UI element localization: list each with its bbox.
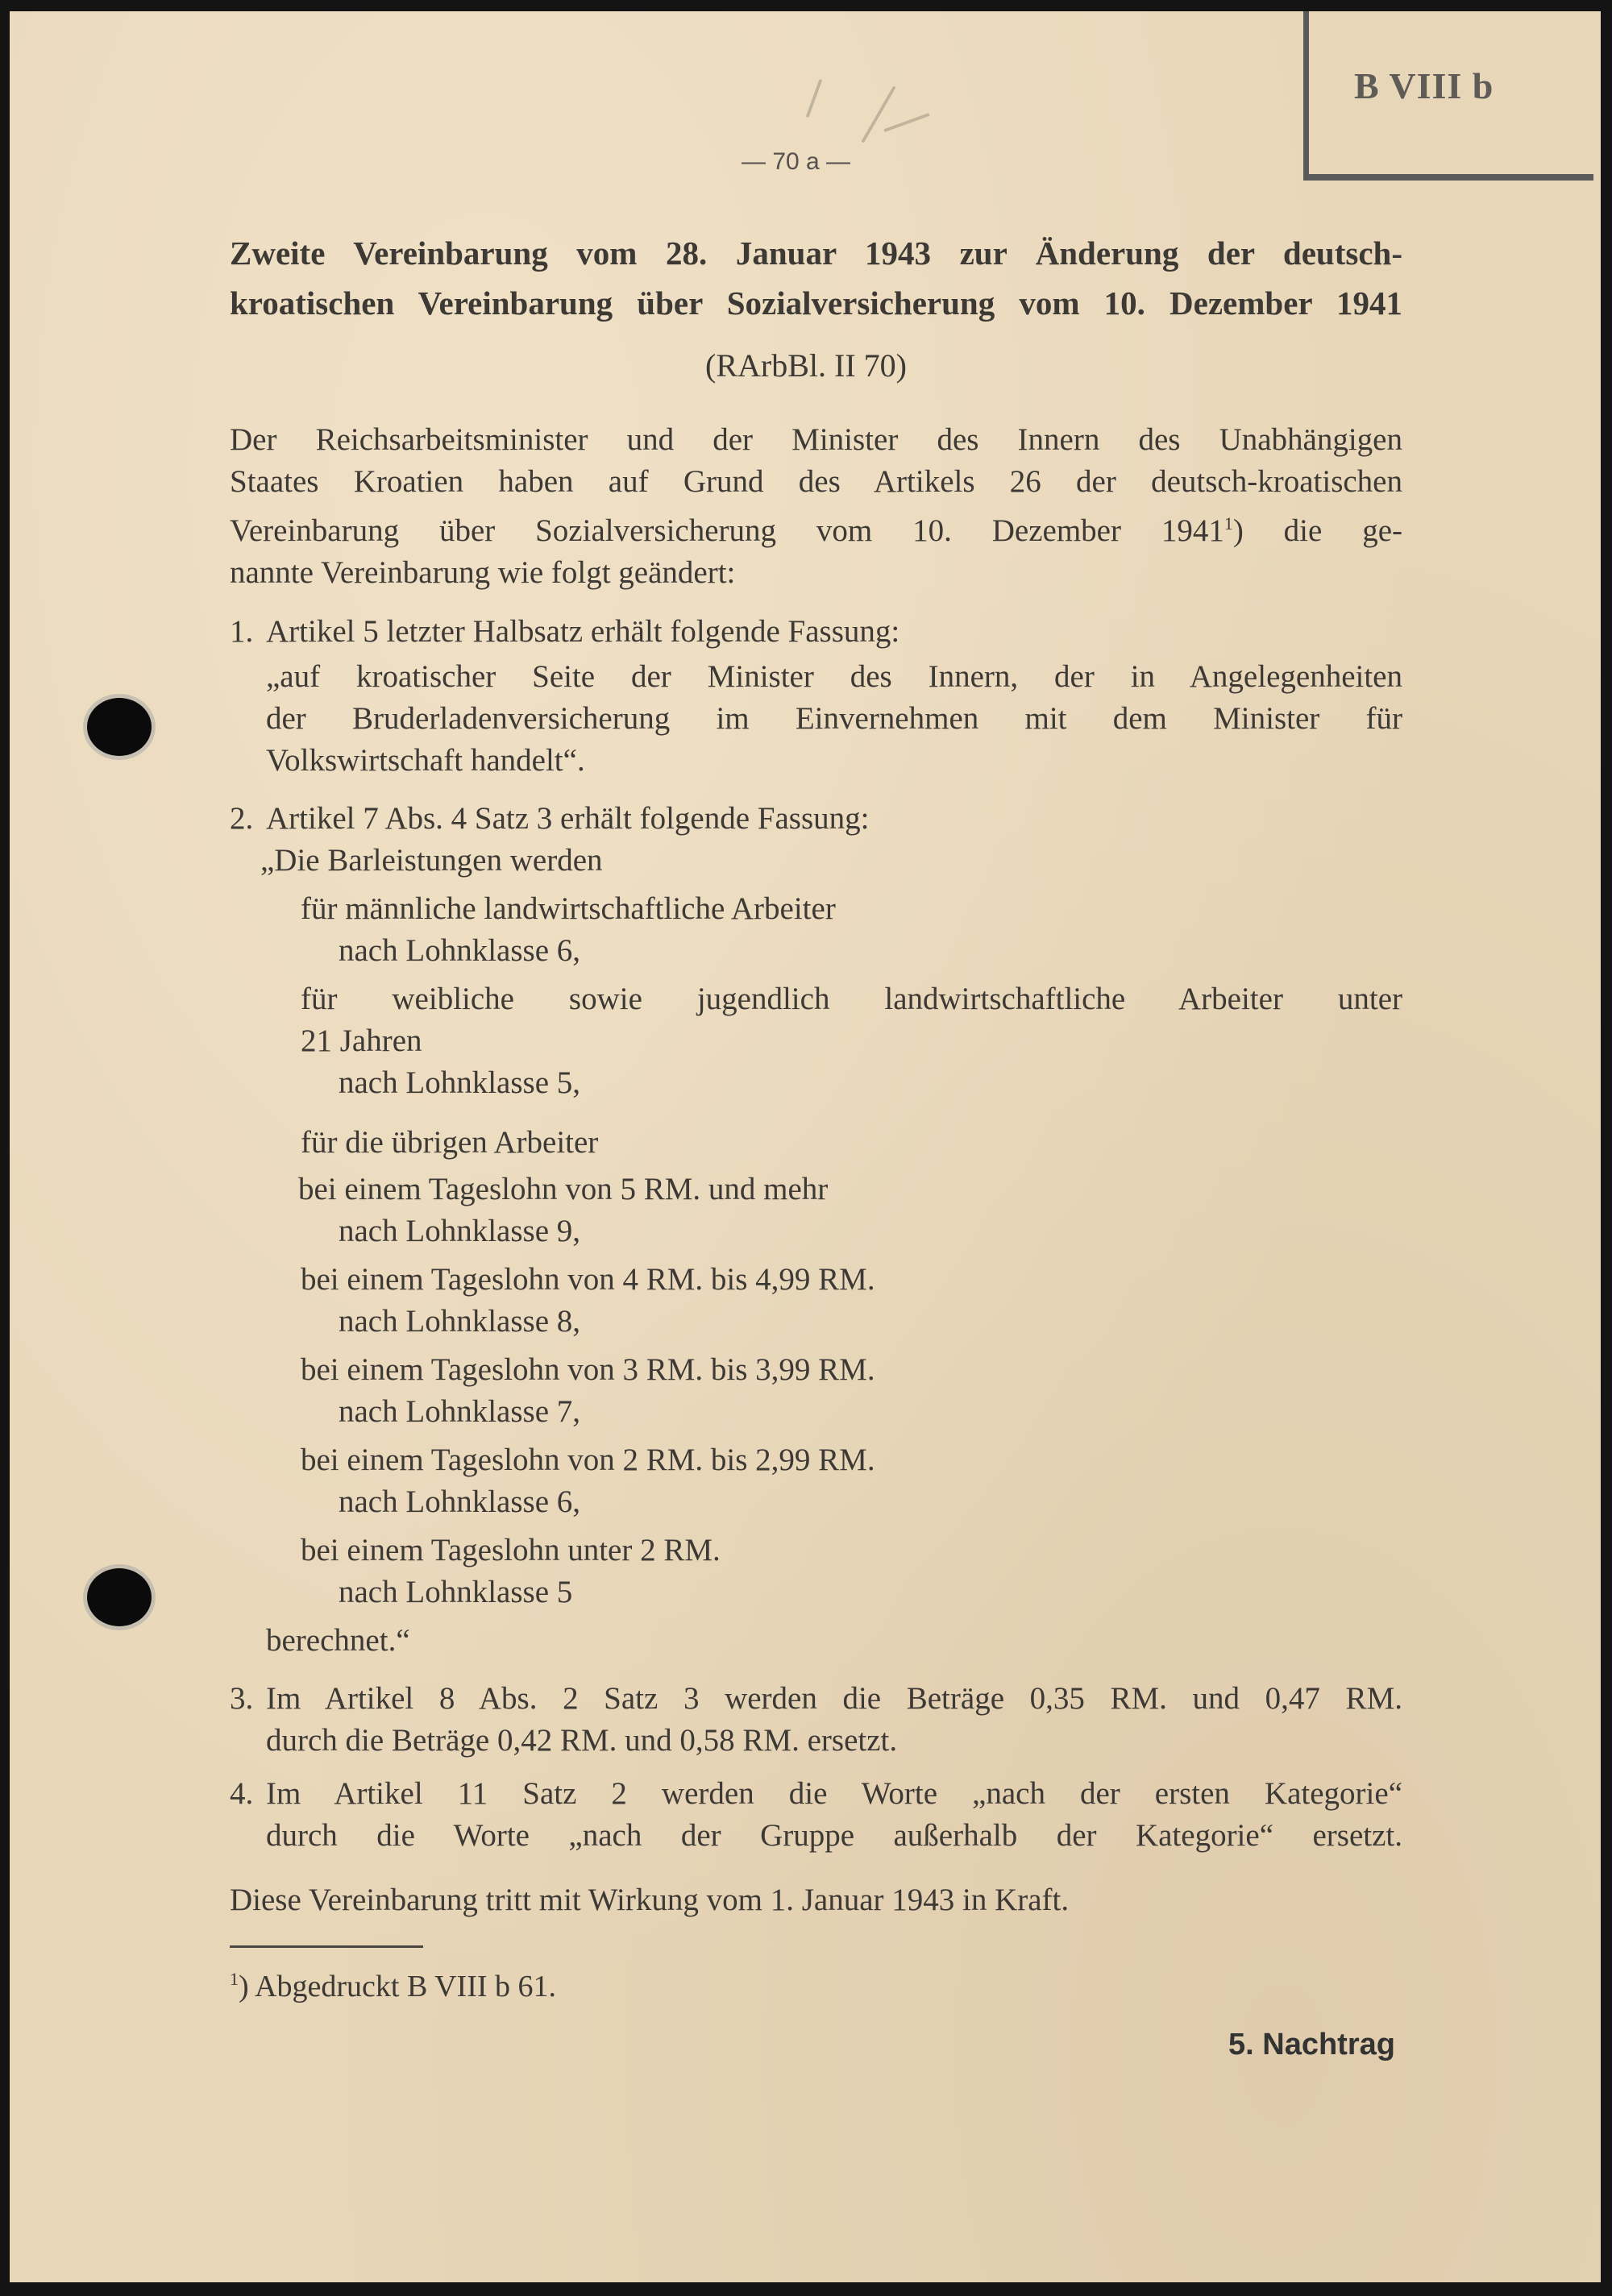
group-condition-cont: 21 Jahren [301,1023,422,1058]
item-line: durch die Worte „nach der Gruppe außerhalb der Kategorie“ ersetzt. [266,1818,1402,1853]
wage-group-female-youth [301,978,1402,1104]
title-line-2: kroatischen Vereinbarung über Sozialversicherung vom 10. Dezember 1941 [230,284,1402,322]
bracket-condition: bei einem Tageslohn von 2 RM. bis 2,99 RM. [301,1443,875,1477]
group-condition: für weibliche sowie jugendlich landwirtschaftliche Arbeiter unter [301,982,1402,1016]
group-condition: für die übrigen Arbeiter [301,1125,599,1160]
wage-bracket-5 [298,1169,1400,1252]
bracket-result: nach Lohnklasse 8, [339,1304,581,1339]
bracket-result: nach Lohnklasse 9, [339,1214,581,1248]
amendment-item-4 [230,1773,1402,1857]
closing-text: berechnet.“ [266,1623,410,1658]
item-number: 3. [230,1681,254,1716]
bracket-condition: bei einem Tageslohn unter 2 RM. [301,1533,721,1567]
quote-line: Volkswirtschaft handelt“. [266,743,585,778]
wage-group-other [301,1122,1402,1164]
preamble-line: Staates Kroatien haben auf Grund des Artikels 26 der deutsch-kroatischen [230,464,1402,499]
section-code: B VIII b [1354,65,1494,106]
document-title [230,228,1402,328]
wage-bracket-4 [301,1259,1402,1343]
source-reference: (RArbBl. II 70) [705,347,907,384]
quote-line: der Bruderladenversicherung im Einvernehmen mit dem Minister für [266,701,1402,736]
amendment-item-1 [230,611,1402,782]
bracket-condition: bei einem Tageslohn von 4 RM. bis 4,99 RM. [301,1262,875,1297]
title-line-1: Zweite Vereinbarung vom 28. Januar 1943 zur Änderung der deutsch- [230,235,1402,272]
bracket-result: nach Lohnklasse 6, [339,1484,581,1519]
item-number: 1. [230,614,254,649]
preamble-line: Der Reichsarbeitsminister und der Minister des Innern des Unabhängigen [230,422,1402,457]
wage-bracket-under-2 [301,1530,1402,1613]
preamble-line [230,503,1402,552]
bracket-result: nach Lohnklasse 5 [339,1575,573,1609]
supplement-label: 5. Nachtrag [1228,2028,1395,2061]
punch-hole [87,1568,152,1626]
amendment-item-2 [230,798,1402,882]
wage-group-male [301,888,1402,972]
footnote [230,1969,556,2004]
preamble-text: Vereinbarung über Sozialversicherung vom 10. Dezember 1941 [230,513,1224,548]
group-condition: für männliche landwirtschaftliche Arbeiter [301,891,836,926]
footnote-text: ) Abgedruckt B VIII b 61. [239,1970,557,2003]
wage-bracket-2 [301,1439,1402,1523]
item-line: Im Artikel 11 Satz 2 werden die Worte „nach der ersten Kategorie“ [266,1776,1402,1811]
bracket-condition: bei einem Tageslohn von 3 RM. bis 3,99 RM. [301,1352,875,1387]
item-number: 2. [230,801,254,836]
bracket-condition: bei einem Tageslohn von 5 RM. und mehr [298,1172,829,1206]
effective-date-statement [230,1879,1069,1921]
group-result: nach Lohnklasse 5, [339,1065,581,1100]
footnote-marker: 1 [230,1969,239,1989]
item-line: Im Artikel 8 Abs. 2 Satz 3 werden die Beträge 0,35 RM. und 0,47 RM. [266,1681,1402,1716]
item-heading: Artikel 5 letzter Halbsatz erhält folgende Fassung: [266,614,900,649]
quote-line: „auf kroatischer Seite der Minister des Innern, der in Angelegenheiten [266,659,1402,694]
wage-bracket-3 [301,1349,1402,1433]
quote-intro: „Die Barleistungen werden [260,843,603,878]
quote-closing [266,1620,410,1662]
item-number: 4. [230,1776,254,1811]
footnote-divider [230,1945,423,1948]
preamble [230,419,1402,594]
bracket-result: nach Lohnklasse 7, [339,1394,581,1429]
preamble-text: ) die ge- [1232,513,1403,548]
group-result: nach Lohnklasse 6, [339,933,581,968]
page-number: — 70 a — [742,148,851,175]
preamble-line: nannte Vereinbarung wie folgt geändert: [230,555,736,590]
punch-hole [87,698,152,756]
item-heading: Artikel 7 Abs. 4 Satz 3 erhält folgende Fassung: [266,801,870,836]
item-line: durch die Beträge 0,42 RM. und 0,58 RM. ersetzt. [266,1723,898,1758]
effective-text: Diese Vereinbarung tritt mit Wirkung vom 1. Januar 1943 in Kraft. [230,1883,1070,1917]
amendment-item-3 [230,1678,1402,1762]
footnote-ref[interactable]: 1 [1224,513,1233,534]
